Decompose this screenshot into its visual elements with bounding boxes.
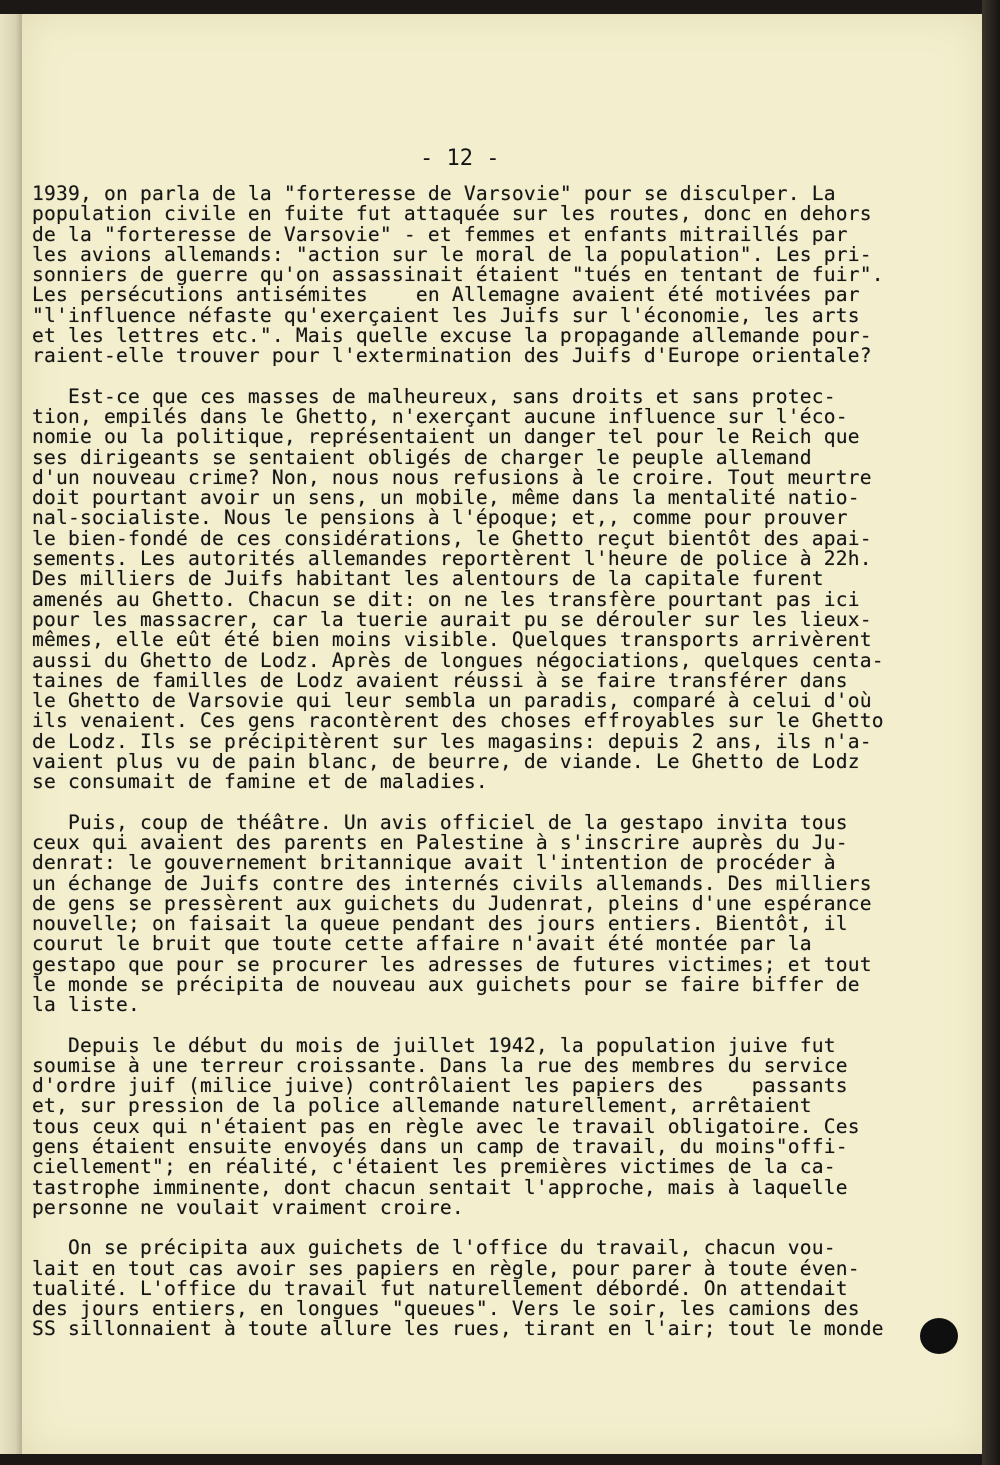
text-line: soumise à une terreur croissante. Dans la rue des membres du service <box>32 1053 848 1077</box>
text-line: des jours entiers, en longues "queues". Vers le soir, les camions des <box>32 1297 860 1321</box>
paragraph <box>32 810 967 1017</box>
text-line: sonniers de guerre qu'on assassinait étaient "tués en tentant de fuir". <box>32 263 884 287</box>
text-line: tualité. L'office du travail fut naturellement débordé. On attendait <box>32 1276 848 1300</box>
text-line: raient-elle trouver pour l'extermination des Juifs d'Europe orientale? <box>32 344 872 368</box>
text-line: ses dirigeants se sentaient obligés de charger le peuple allemand <box>32 445 812 469</box>
text-line: ciellement"; en réalité, c'étaient les premières victimes de la ca- <box>32 1155 836 1179</box>
text-line: Depuis le début du mois de juillet 1942, la population juive fut <box>32 1033 836 1057</box>
paragraph <box>32 1238 967 1339</box>
text-line: ceux qui avaient des parents en Palestine à s'inscrire auprès du Ju- <box>32 830 848 854</box>
text-line: Les persécutions antisémites en Allemagne avaient été motivées par <box>32 283 860 307</box>
text-line: et, sur pression de la police allemande naturellement, arrêtaient <box>32 1094 812 1118</box>
text-line: gestapo que pour se procurer les adresses de futures victimes; et tout <box>32 952 872 976</box>
text-line: SS sillonnaient à toute allure les rues, tirant en l'air; tout le monde <box>32 1317 884 1341</box>
text-line: d'un nouveau crime? Non, nous nous refusions à le croire. Tout meurtre <box>32 465 872 489</box>
paragraph <box>32 1033 967 1219</box>
text-line: le monde se précipita de nouveau aux guichets pour se faire biffer de <box>32 972 860 996</box>
text-line: mêmes, elle eût été bien moins visible. Quelques transports arrivèrent <box>32 628 872 652</box>
text-line: 1939, on parla de la "forteresse de Varsovie" pour se disculper. La <box>32 182 836 205</box>
text-line: "l'influence néfaste qu'exerçaient les Juifs sur l'économie, les arts <box>32 303 860 327</box>
text-line: de gens se pressèrent aux guichets du Judenrat, pleins d'une espérance <box>32 891 872 915</box>
text-line: se consumait de famine et de maladies. <box>32 770 488 794</box>
text-line: de Lodz. Ils se précipitèrent sur les magasins: depuis 2 ans, ils n'a- <box>32 729 872 753</box>
text-line: la liste. <box>32 993 140 1017</box>
text-line: lait en tout cas avoir ses papiers en règle, pour parer à toute éven- <box>32 1256 860 1280</box>
text-line: de la "forteresse de Varsovie" - et femmes et enfants mitraillés par <box>32 222 848 246</box>
text-line: et les lettres etc.". Mais quelle excuse la propagande allemande pour- <box>32 324 872 348</box>
text-line: taines de familles de Lodz avaient réussi à se faire transférer dans <box>32 668 848 692</box>
text-line: Puis, coup de théâtre. Un avis officiel de la gestapo invita tous <box>32 810 848 834</box>
page-number: - 12 - <box>420 146 500 171</box>
text-line: doit pourtant avoir un sens, un mobile, même dans la mentalité natio- <box>32 486 860 510</box>
ink-blot <box>920 1318 958 1354</box>
text-line: le bien-fondé de ces considérations, le Ghetto reçut bientôt des apai- <box>32 526 872 550</box>
text-line: le Ghetto de Varsovie qui leur sembla un paradis, comparé à celui d'où <box>32 689 872 713</box>
text-line: nal-socialiste. Nous le pensions à l'époque; et,, comme pour prouver <box>32 506 848 530</box>
text-line: courut le bruit que toute cette affaire n'avait été montée par la <box>32 932 812 956</box>
text-line: pour les massacrer, car la tuerie aurait pu se dérouler sur les lieux- <box>32 607 872 631</box>
paragraph <box>32 384 967 794</box>
text-line: amenés au Ghetto. Chacun se dit: on ne les transfère pourtant pas ici <box>32 587 860 611</box>
text-line: tous ceux qui n'étaient pas en règle avec le travail obligatoire. Ces <box>32 1114 860 1138</box>
paper-sheet <box>22 14 982 1454</box>
text-line: tastrophe imminente, dont chacun sentait l'approche, mais à laquelle <box>32 1175 848 1199</box>
binding-edge <box>982 0 1000 1465</box>
text-line: gens étaient ensuite envoyés dans un camp de travail, du moins"offi- <box>32 1135 848 1159</box>
body-text <box>32 184 967 1340</box>
text-line: vaient plus vu de pain blanc, de beurre, de viande. Le Ghetto de Lodz <box>32 750 860 774</box>
text-line: tion, empilés dans le Ghetto, n'exerçant aucune influence sur l'éco- <box>32 404 848 428</box>
paragraph <box>32 184 967 367</box>
text-line: Est-ce que ces masses de malheureux, sans droits et sans protec- <box>32 384 836 408</box>
text-line: population civile en fuite fut attaquée sur les routes, donc en dehors <box>32 202 872 226</box>
text-line: aussi du Ghetto de Lodz. Après de longues négociations, quelques centa- <box>32 648 884 672</box>
text-line: nomie ou la politique, représentaient un danger tel pour le Reich que <box>32 425 860 449</box>
adjacent-page-edge <box>0 14 22 1454</box>
text-line: un échange de Juifs contre des internés civils allemands. Des milliers <box>32 871 872 895</box>
text-line: nouvelle; on faisait la queue pendant des jours entiers. Bientôt, il <box>32 912 848 936</box>
text-line: denrat: le gouvernement britannique avait l'intention de procéder à <box>32 851 836 875</box>
text-line: ils venaient. Ces gens racontèrent des choses effroyables sur le Ghetto <box>32 709 884 733</box>
text-line: les avions allemands: "action sur le moral de la population". Les pri- <box>32 242 872 266</box>
text-line: personne ne voulait vraiment croire. <box>32 1195 464 1219</box>
text-line: On se précipita aux guichets de l'office du travail, chacun vou- <box>32 1236 836 1260</box>
text-line: sements. Les autorités allemandes reportèrent l'heure de police à 22h. <box>32 547 872 571</box>
text-line: Des milliers de Juifs habitant les alentours de la capitale furent <box>32 567 824 591</box>
text-line: d'ordre juif (milice juive) contrôlaient les papiers des passants <box>32 1074 848 1098</box>
